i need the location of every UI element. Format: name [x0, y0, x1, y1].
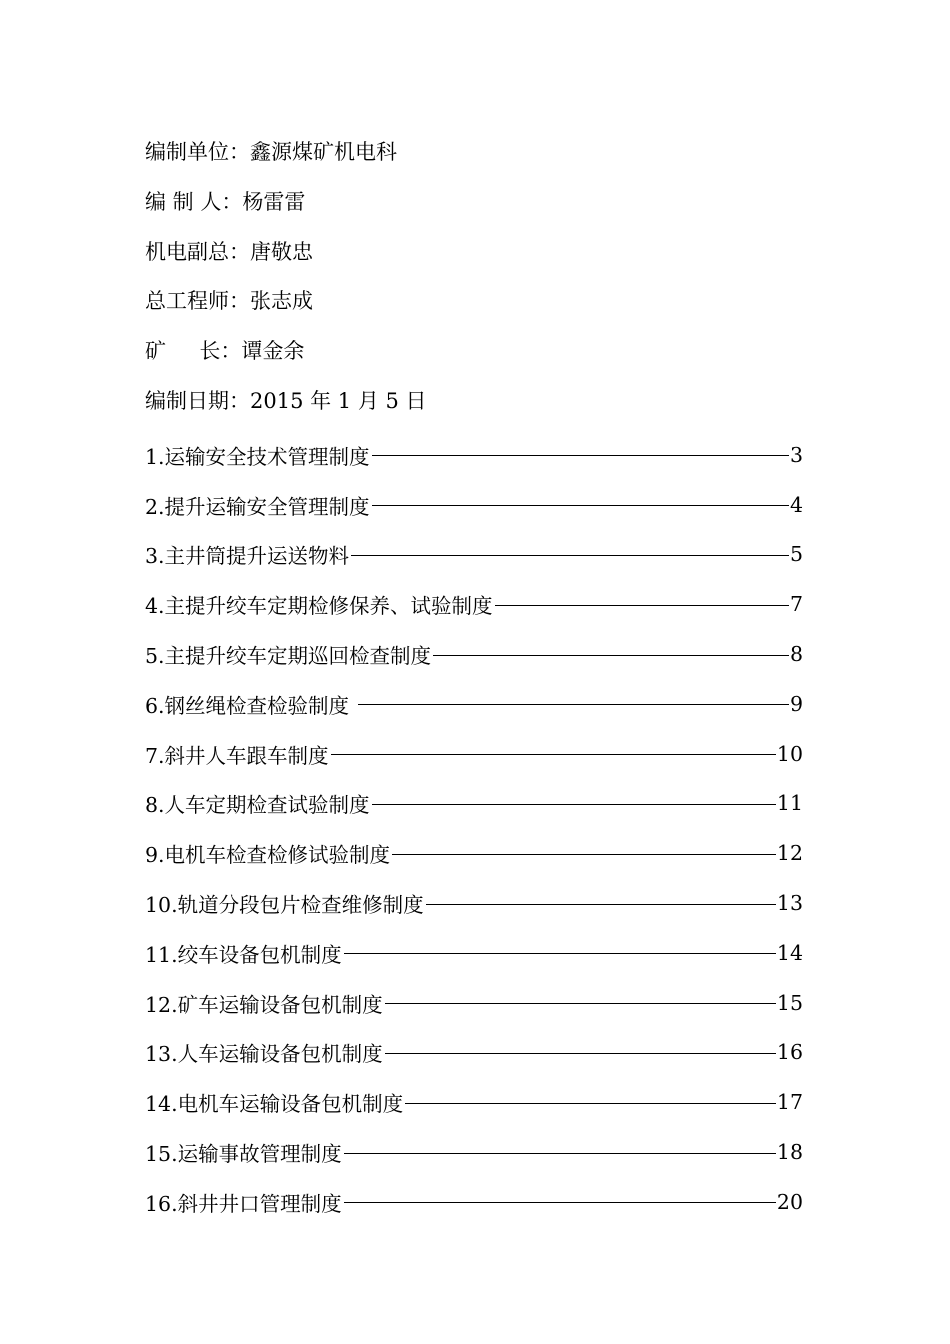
toc-entry-page: 15: [776, 990, 803, 1015]
toc-entry-title: 15.运输事故管理制度: [145, 1142, 342, 1167]
toc-leader-line: [392, 854, 776, 855]
toc-entry-title: 6.钢丝绳检查检验制度: [145, 693, 356, 718]
toc-entry-title: 12.矿车运输设备包机制度: [145, 992, 383, 1017]
toc-leader-line: [372, 804, 776, 805]
info-line-mine-director: [145, 331, 805, 381]
toc-leader-line: [344, 953, 776, 954]
toc-leader-line: [372, 455, 789, 456]
info-label: 机电副总：: [145, 239, 250, 264]
toc-entry-title: 7.斜井人车跟车制度: [145, 743, 329, 768]
toc-entry-page: 16: [776, 1040, 803, 1065]
toc-entry-page: 7: [789, 592, 803, 617]
toc-entry[interactable]: [145, 1177, 803, 1227]
info-label: 总工程师：: [145, 289, 250, 314]
toc-leader-line: [385, 1053, 776, 1054]
toc-entry-page: 17: [776, 1090, 803, 1115]
toc-entry-page: 3: [789, 442, 803, 467]
toc-entry[interactable]: [145, 828, 803, 878]
toc-entry[interactable]: [145, 430, 803, 480]
info-value: 谭金余: [241, 339, 305, 364]
toc-entry[interactable]: [145, 480, 803, 530]
toc-entry-page: 10: [776, 741, 803, 766]
toc-entry-page: 5: [789, 542, 803, 567]
toc-entry[interactable]: [145, 530, 803, 580]
toc-entry-title: 3.主井筒提升运送物料: [145, 544, 350, 569]
toc-leader-line: [433, 655, 789, 656]
toc-leader-line: [344, 1153, 776, 1154]
info-line-unit: [145, 132, 805, 182]
toc-leader-line: [351, 555, 789, 556]
info-value: 张志成: [250, 289, 313, 314]
toc-leader-line: [344, 1202, 776, 1203]
info-label: 编 制 人：: [145, 189, 243, 214]
info-label: 编制日期：: [145, 388, 250, 413]
toc-leader-line: [495, 605, 789, 606]
toc-leader-line: [405, 1103, 776, 1104]
toc-entry-title: 16.斜井井口管理制度: [145, 1191, 342, 1216]
toc-entry-title: 13.人车运输设备包机制度: [145, 1042, 383, 1067]
toc-entry-page: 4: [789, 492, 803, 517]
toc-entry[interactable]: [145, 779, 803, 829]
info-line-chief-engineer: [145, 281, 805, 331]
toc-entry[interactable]: [145, 1028, 803, 1078]
toc-entry[interactable]: [145, 1077, 803, 1127]
toc-entry-page: 20: [776, 1189, 803, 1214]
info-line-author: [145, 182, 805, 232]
info-value: 鑫源煤矿机电科: [250, 140, 397, 164]
toc-entry[interactable]: [145, 679, 803, 729]
info-line-date: [145, 381, 805, 431]
info-line-deputy: [145, 232, 805, 282]
toc-entry-title: 9.电机车检查检修试验制度: [145, 843, 391, 868]
toc-entry-title: 4.主提升绞车定期检修保养、试验制度: [145, 594, 493, 619]
toc-entry-title: 11.绞车设备包机制度: [145, 942, 342, 967]
info-value: 唐敬忠: [250, 239, 313, 264]
toc-leader-line: [385, 1003, 776, 1004]
toc-entry[interactable]: [145, 629, 803, 679]
toc-entry-page: 11: [776, 791, 803, 816]
toc-entry-page: 9: [789, 691, 803, 716]
toc-entry-title: 8.人车定期检查试验制度: [145, 793, 370, 818]
toc-entry[interactable]: [145, 878, 803, 928]
toc-entry-page: 18: [776, 1140, 803, 1165]
toc-leader-line: [426, 904, 776, 905]
toc-entry-title: 1.运输安全技术管理制度: [145, 444, 370, 469]
toc-entry-title: 10.轨道分段包片检查维修制度: [145, 893, 424, 918]
toc-leader-line: [331, 754, 776, 755]
info-label: 编制单位：: [145, 140, 250, 164]
toc-entry-page: 13: [776, 891, 803, 916]
toc-entry[interactable]: [145, 579, 803, 629]
toc-leader-line: [358, 704, 789, 705]
toc-entry-page: 12: [776, 841, 803, 866]
toc-entry[interactable]: [145, 928, 803, 978]
toc-leader-line: [372, 505, 789, 506]
document-info-block: [145, 132, 805, 431]
info-value: 杨雷雷: [242, 189, 306, 214]
toc-entry[interactable]: [145, 1127, 803, 1177]
info-label: 矿 长：: [145, 339, 242, 364]
toc-entry-title: 5.主提升绞车定期巡回检查制度: [145, 644, 432, 669]
toc-entry-title: 2.提升运输安全管理制度: [145, 494, 370, 519]
toc-entry-title: 14.电机车运输设备包机制度: [145, 1092, 404, 1117]
table-of-contents: [145, 430, 803, 1227]
toc-entry-page: 14: [776, 940, 803, 965]
toc-entry[interactable]: [145, 978, 803, 1028]
toc-entry-page: 8: [789, 642, 803, 667]
toc-entry[interactable]: [145, 729, 803, 779]
info-value: 2015 年 1 月 5 日: [250, 388, 427, 413]
